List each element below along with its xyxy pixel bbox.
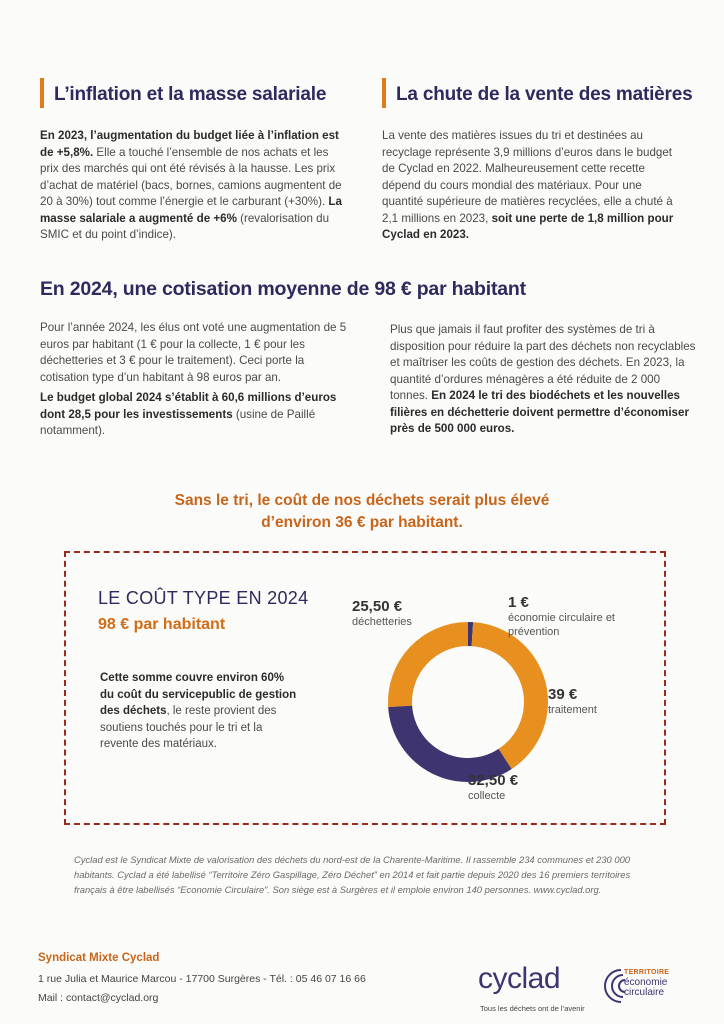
inflation-bold-1: En 2023, l’augmentation du budget liée à l’inflation est de +5,8%. (40, 129, 339, 159)
cout-type-description (100, 670, 300, 753)
cout-type-desc-text: , le reste provient des soutiens touchés pour le tri et la revente des matériaux. (100, 705, 277, 750)
highlight-message (40, 490, 684, 534)
territoire-label-line2: économie (624, 977, 668, 988)
territoire-label-line1: TERRITOIRE (624, 969, 670, 976)
donut-category-traitement: traitement (548, 704, 597, 716)
contact-address: 1 rue Julia et Maurice Marcou - 17700 Surgères - Tél. : 05 46 07 16 66 (38, 973, 366, 985)
donut-label-economie (508, 594, 628, 639)
cout-type-subtitle: 98 € par habitant (98, 616, 226, 633)
donut-category-collecte: collecte (468, 790, 506, 802)
inflation-text-1: Elle a touché l’ensemble de nos achats et les prix des marchés qui ont été révisés à la hausse. Les prix d’achat de matériel (bacs, bornes, camions augmentent de 20 à 30%) tout comme l’énergie et le carburant (+30%). (40, 145, 342, 208)
cost-donut-chart (386, 620, 550, 784)
cotisation-left-bold: Le budget global 2024 s’établit à 60,6 millions d’euros dont 28,5 pour les investissements (40, 391, 337, 421)
slice-dechetteries (388, 622, 468, 707)
donut-value-traitement: 39 € (548, 686, 578, 703)
donut-category-economie: économie circulaire et prévention (508, 612, 615, 638)
footnote: Cyclad est le Syndicat Mixte de valorisation des déchets du nord-est de la Charente-Maritime. Il rassemble 234 communes et 230 000 habitants. Cyclad a été labellisé “Territoire Zéro Gaspillage, Zéro Déchet” en 2014 et fait partie depuis 2020 des 16 premiers territoires français à être labellisés “Economie Circulaire”. Son siège est à Surgères et il emploie environ 140 personnes. www.cyclad.org. (74, 854, 631, 895)
section-accent-bar (40, 78, 44, 108)
territoire-label-logo (624, 968, 669, 998)
inflation-title: L’inflation et la masse salariale (54, 84, 327, 105)
contact-mail: Mail : contact@cyclad.org (38, 992, 159, 1004)
cout-type-title: LE COÛT TYPE EN 2024 (98, 588, 309, 608)
highlight-line-2: d’environ 36 € par habitant. (261, 514, 463, 531)
cotisation-title: En 2024, une cotisation moyenne de 98 € par habitant (40, 278, 526, 300)
cout-type-desc-bold: Cette somme couvre environ 60% du coût du servicepublic de gestion des déchets (100, 672, 297, 717)
slice-collecte (388, 706, 511, 782)
territoire-label-line3: circulaire (624, 987, 665, 998)
section-accent-bar (382, 78, 386, 108)
ventes-bold: soit une perte de 1,8 million pour Cyclad en 2023. (382, 211, 674, 241)
inflation-text-2: (revalorisation du SMIC et du point d’indice). (40, 211, 330, 241)
inflation-bold-2: La masse salariale a augmenté de +6% (40, 195, 342, 225)
cyclad-wordmark: cyclad (478, 962, 561, 995)
cotisation-left-p2 (40, 390, 350, 440)
ventes-title: La chute de la vente des matières (396, 84, 693, 105)
donut-value-dechetteries: 25,50 € (352, 598, 403, 615)
cotisation-left-p1: Pour l’année 2024, les élus ont voté une augmentation de 5 euros par habitant (1 € pour la collecte, 1 € pour les déchetteries et 3 € pour le traitement). Ceci porte la cotisation type d’un habitant à 98 euros par an. (40, 321, 347, 384)
highlight-line-1: Sans le tri, le coût de nos déchets serait plus élevé (174, 492, 550, 509)
cyclad-logo (478, 962, 560, 996)
cotisation-left-text: (usine de Paillé notamment). (40, 407, 316, 437)
donut-category-dechetteries: déchetteries (352, 616, 412, 628)
ventes-paragraph (382, 128, 682, 244)
cotisation-right-paragraph (390, 322, 698, 438)
donut-label-collecte (468, 772, 518, 803)
cyclad-tagline: Tous les déchets ont de l’avenir (480, 1004, 585, 1013)
donut-label-traitement (548, 686, 597, 717)
donut-value-collecte: 32,50 € (468, 772, 519, 789)
ventes-text: La vente des matières issues du tri et destinées au recyclage représente 3,9 millions d’euros dans le budget de Cyclad en 2022. Malheureusement cette recette dépend du cours mondial des matériaux. Pour une quantité supérieure de matières recyclées, elle a chuté à 2,1 millions en 2023, (382, 129, 673, 225)
slice-traitement (472, 622, 548, 769)
contact-org: Syndicat Mixte Cyclad (38, 952, 160, 964)
donut-label-dechetteries (352, 598, 412, 629)
inflation-paragraph (40, 128, 350, 244)
cotisation-right-text: Plus que jamais il faut profiter des systèmes de tri à disposition pour réduire la part des déchets non recyclables et maîtriser les coûts de gestion des déchets. En 2023, la quantité d’ordures ménagères a été réduite de 2 000 tonnes. (390, 323, 696, 402)
donut-value-economie: 1 € (508, 594, 529, 611)
cotisation-right-bold: En 2024 le tri des biodéchets et les nouvelles filières en déchetterie doivent permettre d’économiser près de 500 000 euros. (390, 389, 689, 435)
